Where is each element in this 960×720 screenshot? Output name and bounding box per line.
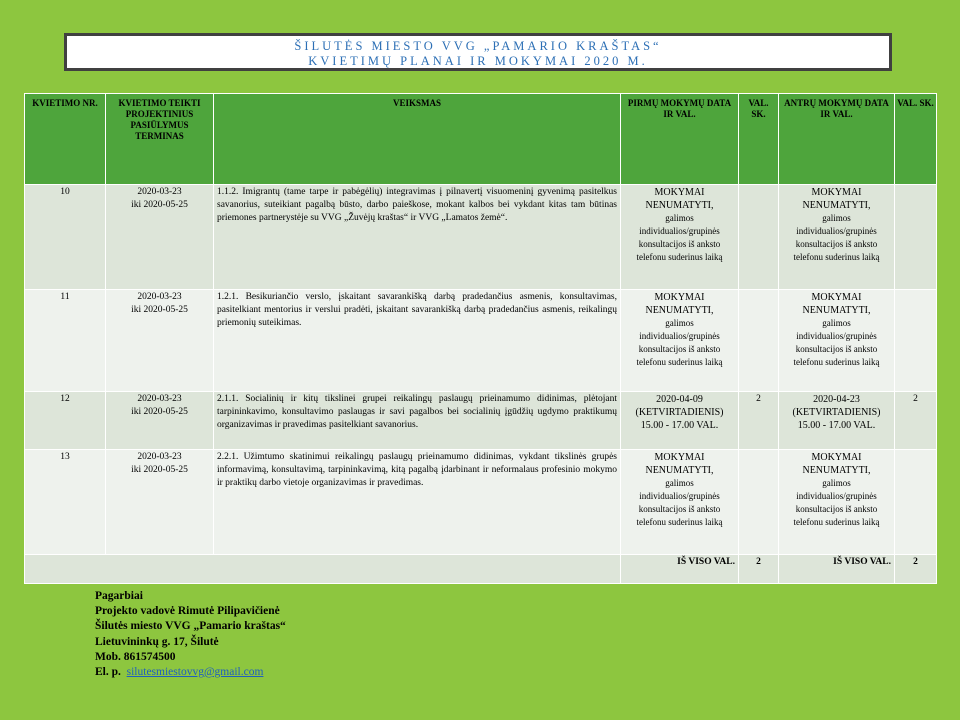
totals-row: [25, 555, 937, 584]
row-hours-2: [895, 185, 937, 290]
table-row: [25, 185, 937, 290]
row-hours-1: [739, 450, 779, 555]
first-training-note: galimos individualios/grupinės konsultacijos iš anksto telefonu suderinus laiką: [636, 213, 723, 262]
table-row: [25, 392, 937, 450]
header-term: KVIETIMO TEIKTI PROJEKTINIUS PASIŪLYMUS TERMINAS: [106, 94, 214, 185]
row-nr: 13: [25, 450, 106, 555]
row-first-training: [621, 392, 739, 450]
row-nr: 12: [25, 392, 106, 450]
row-action: 1.2.1. Besikuriančio verslo, įskaitant savarankišką darbą pradedančius asmenis, konsultavimas, pasitelkiant mentorius ir verslui pradėti, įskaitant savarankišką darbą pradedančius asmenis, reikalingų priemonių suteikimas.: [214, 290, 621, 392]
title-line-1: ŠILUTĖS MIESTO VVG „PAMARIO KRAŠTAS“: [294, 39, 662, 53]
first-training-note: galimos individualios/grupinės konsultacijos iš anksto telefonu suderinus laiką: [636, 478, 723, 527]
first-training-main: MOKYMAI NENUMATYTI,: [645, 292, 714, 316]
row-hours-1: [739, 185, 779, 290]
second-training-main: MOKYMAI NENUMATYTI,: [802, 452, 871, 476]
header-second-training: ANTRŲ MOKYMŲ DATA IR VAL.: [779, 94, 895, 185]
term-end: iki 2020-05-25: [131, 200, 188, 210]
row-term: [106, 392, 214, 450]
header-action: VEIKSMAS: [214, 94, 621, 185]
footer-manager: Projekto vadovė Rimutė Pilipavičienė: [95, 605, 280, 618]
term-start: 2020-03-23: [137, 394, 182, 404]
title-line-2: KVIETIMŲ PLANAI IR MOKYMAI 2020 M.: [308, 54, 648, 68]
term-start: 2020-03-23: [137, 292, 182, 302]
row-term: [106, 185, 214, 290]
term-start: 2020-03-23: [137, 187, 182, 197]
second-training-note: galimos individualios/grupinės konsultacijos iš anksto telefonu suderinus laiką: [793, 213, 880, 262]
header-hours-2: VAL. SK.: [895, 94, 937, 185]
row-hours-1: [739, 290, 779, 392]
term-end: iki 2020-05-25: [131, 407, 188, 417]
row-hours-2: [895, 450, 937, 555]
row-hours-2: [895, 290, 937, 392]
second-training-main: MOKYMAI NENUMATYTI,: [802, 187, 871, 211]
term-start: 2020-03-23: [137, 452, 182, 462]
row-action: 2.1.1. Socialinių ir kitų tikslinei grupei reikalingų paslaugų prieinamumo didinimas, plėtojant tarpininkavimo, konsultavimo paslaugas ir savi pagalbos bei socialinių įgūdžių ugdymo praktikumų organizavimas ir pravedimas pasitelkiant savanorius.: [214, 392, 621, 450]
header-hours-1: VAL. SK.: [739, 94, 779, 185]
totals-spacer: [25, 555, 621, 584]
first-training-main: 2020-04-09 (KETVIRTADIENIS) 15.00 - 17.00 VAL.: [635, 394, 724, 431]
totals-value-1: 2: [739, 555, 779, 584]
row-second-training: [779, 290, 895, 392]
second-training-main: MOKYMAI NENUMATYTI,: [802, 292, 871, 316]
row-term: [106, 290, 214, 392]
footer-phone: Mob. 861574500: [95, 650, 176, 663]
row-term: [106, 450, 214, 555]
footer-email-line: [95, 665, 286, 680]
row-first-training: [621, 450, 739, 555]
row-nr: 11: [25, 290, 106, 392]
row-second-training: [779, 185, 895, 290]
table-row: [25, 290, 937, 392]
totals-label-1: IŠ VISO VAL.: [621, 555, 739, 584]
row-first-training: [621, 185, 739, 290]
term-end: iki 2020-05-25: [131, 465, 188, 475]
table-row: [25, 450, 937, 555]
row-hours-2: 2: [895, 392, 937, 450]
totals-label-2: IŠ VISO VAL.: [779, 555, 895, 584]
row-first-training: [621, 290, 739, 392]
title-banner: [64, 33, 892, 71]
row-second-training: [779, 450, 895, 555]
second-training-main: 2020-04-23 (KETVIRTADIENIS) 15.00 - 17.00 VAL.: [792, 394, 881, 431]
row-action: 1.1.2. Imigrantų (tame tarpe ir pabėgėlių) integravimas į pilnavertį visuomeninį gyvenimą pasitelkus savanorius, suteikiant pagalbą būsto, darbo paieškose, mokant kalbos bei vykdant kitas tam būtinas priemones partnerystėje su VVG „Žuvėjų kraštas“ ir VVG „Lamatos žemė“.: [214, 185, 621, 290]
header-row: [25, 94, 937, 185]
term-end: iki 2020-05-25: [131, 305, 188, 315]
email-link[interactable]: silutesmiestovvg@gmail.com: [126, 666, 264, 679]
first-training-note: galimos individualios/grupinės konsultacijos iš anksto telefonu suderinus laiką: [636, 318, 723, 367]
signature-block: [95, 589, 286, 680]
footer-email-label: El. p.: [95, 666, 121, 679]
second-training-note: galimos individualios/grupinės konsultacijos iš anksto telefonu suderinus laiką: [793, 318, 880, 367]
row-action: 2.2.1. Užimtumo skatinimui reikalingų paslaugų prieinamumo didinimas, vykdant tikslinės grupės informavimą, konsultavimą, tarpininkavimą, kitą pagalbą įdarbinant ir neformalaus profesinio mokymo ir praktikų darbo vietoje organizavimas ir pravedimas.: [214, 450, 621, 555]
row-second-training: [779, 392, 895, 450]
plan-table: [24, 93, 937, 584]
first-training-main: MOKYMAI NENUMATYTI,: [645, 187, 714, 211]
first-training-main: MOKYMAI NENUMATYTI,: [645, 452, 714, 476]
row-hours-1: 2: [739, 392, 779, 450]
header-nr: KVIETIMO NR.: [25, 94, 106, 185]
second-training-note: galimos individualios/grupinės konsultacijos iš anksto telefonu suderinus laiką: [793, 478, 880, 527]
row-nr: 10: [25, 185, 106, 290]
header-first-training: PIRMŲ MOKYMŲ DATA IR VAL.: [621, 94, 739, 185]
totals-value-2: 2: [895, 555, 937, 584]
footer-organization: Šilutės miesto VVG „Pamario kraštas“: [95, 620, 286, 633]
footer-greeting: Pagarbiai: [95, 590, 143, 602]
footer-address: Lietuvininkų g. 17, Šilutė: [95, 635, 219, 648]
